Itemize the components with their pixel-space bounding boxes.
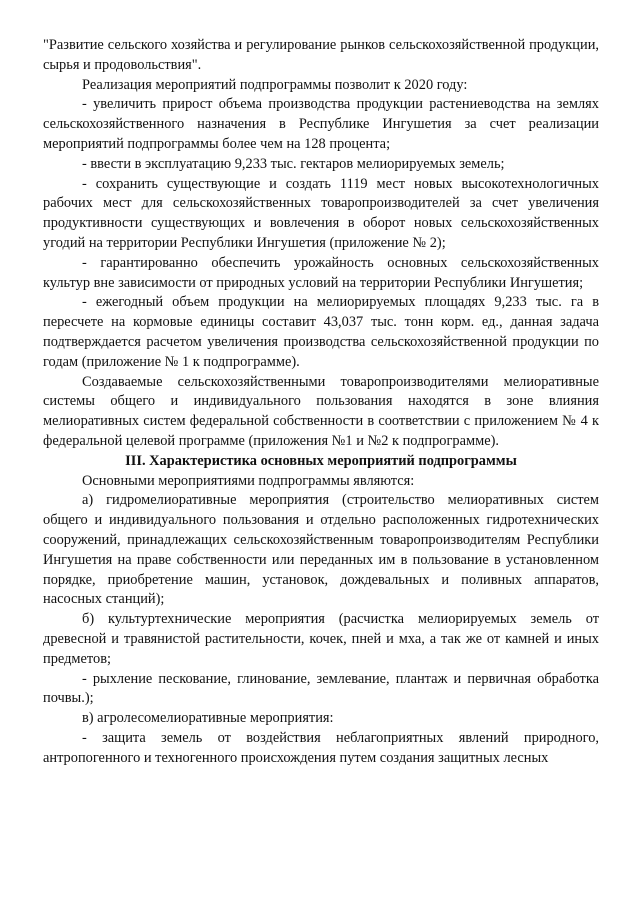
list-item-a-hydro: а) гидромелиоративные мероприятия (строительство мелиоративных систем общего и индивидуального пользования и отдельно расположенных гидротехнических сооружений, принадлежащих сельскохозяйственным товаропроизводителям Республики Ингушетия на праве собственности или переданных им в пользование в установленном порядке, приобретение машин, установок, дождевальных и поливных аппаратов, насосных станций); bbox=[43, 492, 599, 608]
paragraph-jobs: - сохранить существующие и создать 1119 мест новых высокотехнологичных рабочих мест для сельскохозяйственных товаропроизводителей за счет увеличения продуктивности существующих и вовлечения в оборот новых сельскохозяйственных угодий на территории Республики Ингушетия (приложение № 2); bbox=[43, 175, 599, 251]
paragraph-crop-growth: - увеличить прирост объема производства продукции растениеводства на землях сельскохозяйственного назначения в Республике Ингушетия за счет реализации мероприятий подпрограммы более чем на 128 процента; bbox=[43, 96, 599, 152]
section-heading: III. Характеристика основных мероприятий подпрограммы bbox=[125, 452, 517, 469]
paragraph-program-title-continuation: "Развитие сельского хозяйства и регулирование рынков сельскохозяйственной продукции, сырья и продовольствия". bbox=[43, 37, 599, 73]
paragraph-federal-systems: Создаваемые сельскохозяйственными товаропроизводителями мелиоративные системы общего и индивидуального пользования находятся в зоне влияния мелиоративных систем федеральной собственности в соответствии с приложением № 4 к федеральной целевой программе (приложения №1 и №2 к подпрограмме). bbox=[43, 373, 599, 449]
paragraph-results-intro: Реализация мероприятий подпрограммы позволит к 2020 году: bbox=[82, 76, 468, 93]
document-page bbox=[43, 36, 599, 768]
list-item-b-cultural: б) культуртехнические мероприятия (расчистка мелиорируемых земель от древесной и травянистой растительности, кочек, пней и мха, а так же от камней и иных предметов; bbox=[43, 611, 599, 667]
paragraph-main-activities: Основными мероприятиями подпрограммы являются: bbox=[82, 472, 415, 489]
paragraph-yield-guarantee: - гарантированно обеспечить урожайность основных сельскохозяйственных культур вне зависимости от природных условий на территории Республики Ингушетия; bbox=[43, 254, 599, 291]
paragraph-land-commissioning: - ввести в эксплуатацию 9,233 тыс. гектаров мелиорируемых земель; bbox=[82, 155, 505, 172]
list-item-c-agroforest: в) агролесомелиоративные мероприятия: bbox=[82, 710, 334, 727]
paragraph-land-protection: - защита земель от воздействия неблагоприятных явлений природного, антропогенного и техногенного происхождения путем создания защитных лесных bbox=[43, 729, 599, 766]
paragraph-soil-treatment: - рыхление пескование, глинование, землевание, плантаж и первичная обработка почвы.); bbox=[43, 670, 599, 707]
paragraph-annual-output: - ежегодный объем продукции на мелиорируемых площадях 9,233 тыс. га в пересчете на кормовые единицы составит 43,037 тыс. тонн корм. ед., данная задача подтверждается расчетом увеличения производства сельскохозяйственной продукции по годам (приложение № 1 к подпрограмме). bbox=[43, 294, 599, 370]
